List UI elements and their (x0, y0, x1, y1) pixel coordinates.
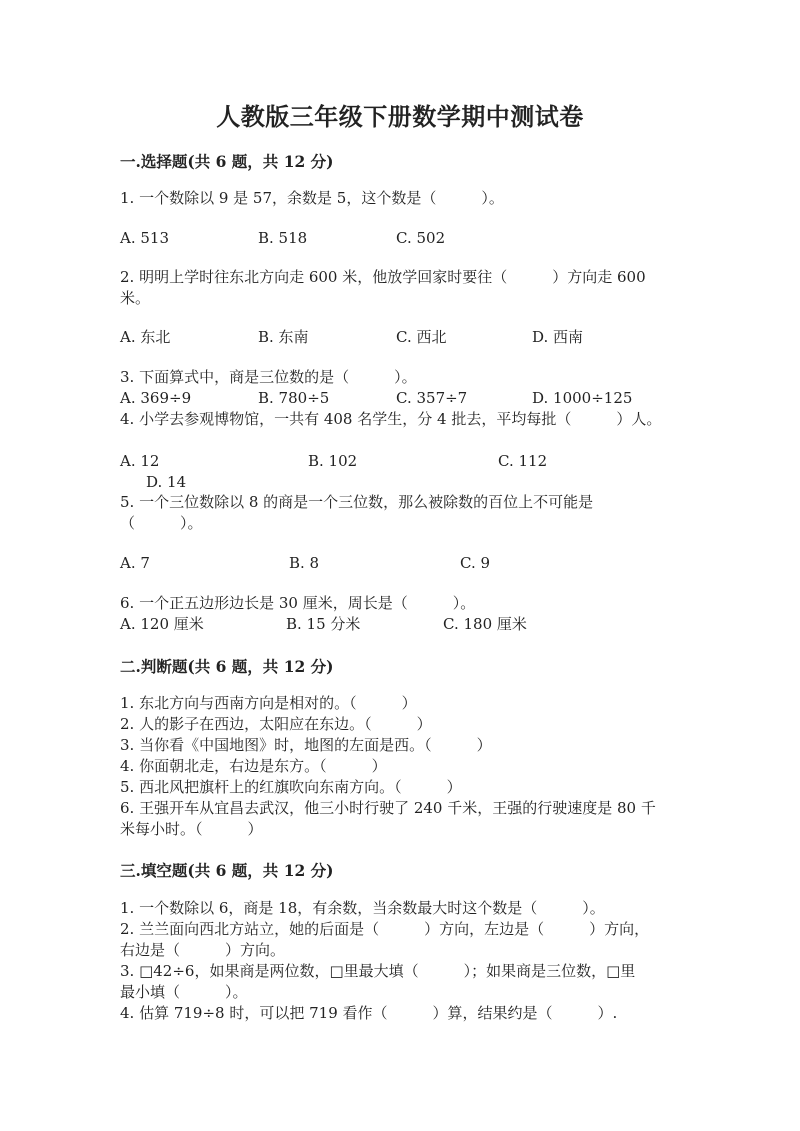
page-title: 人教版三年级下册数学期中测试卷 (216, 102, 584, 131)
fill-line-2: 2. 兰兰面向西北方站立，她的后面是（ ）方向，左边是（ ）方向， (120, 920, 650, 938)
question-4: 4. 小学去参观博物馆，一共有 408 名学生，分 4 批去，平均每批（ ）人。 (120, 410, 662, 428)
option-4a: A. 12 (120, 452, 160, 470)
option-6b: B. 15 分米 (286, 615, 361, 633)
question-5-line-1: 5. 一个三位数除以 8 的商是一个三位数，那么被除数的百位上不可能是 (120, 493, 594, 511)
section-heading-choice: 一.选择题(共 6 题，共 12 分) (120, 152, 334, 171)
question-2-line-1: 2. 明明上学时往东北方向走 600 米，他放学回家时要往（ ）方向走 600 (120, 268, 646, 286)
option-3d: D. 1000÷125 (532, 389, 633, 407)
fill-line-6: 4. 估算 719÷8 时，可以把 719 看作（ ）算，结果约是（ ）. (120, 1004, 618, 1022)
option-4d: D. 14 (146, 473, 187, 491)
option-4c: C. 112 (498, 452, 548, 470)
section-heading-fill: 三.填空题(共 6 题，共 12 分) (120, 861, 334, 880)
option-1b: B. 518 (258, 229, 308, 247)
question-3: 3. 下面算式中，商是三位数的是（ ）。 (120, 368, 417, 386)
option-5c: C. 9 (460, 554, 491, 572)
fill-line-3: 右边是（ ）方向。 (120, 941, 286, 959)
judge-line-1: 1. 东北方向与西南方向是相对的。（ ） (120, 694, 417, 712)
judge-line-5: 5. 西北风把旗杆上的红旗吹向东南方向。（ ） (120, 778, 462, 796)
option-3c: C. 357÷7 (396, 389, 468, 407)
question-2-line-2: 米。 (120, 289, 151, 307)
fill-line-1: 1. 一个数除以 6，商是 18，有余数，当余数最大时这个数是（ ）。 (120, 899, 605, 917)
judge-line-6: 6. 王强开车从宜昌去武汉，他三小时行驶了 240 千米，王强的行驶速度是 80 千 (120, 799, 656, 817)
fill-line-4: 3. □42÷6，如果商是两位数，□里最大填（ ）；如果商是三位数，□里 (120, 962, 636, 980)
option-1c: C. 502 (396, 229, 446, 247)
option-5b: B. 8 (289, 554, 320, 572)
judge-line-3: 3. 当你看《中国地图》时，地图的左面是西。（ ） (120, 736, 492, 754)
option-4b: B. 102 (308, 452, 358, 470)
question-5-line-2: （ ）。 (120, 514, 203, 532)
option-3b: B. 780÷5 (258, 389, 330, 407)
section-heading-judge: 二.判断题(共 6 题，共 12 分) (120, 657, 334, 676)
option-2a: A. 东北 (120, 328, 171, 346)
option-5a: A. 7 (120, 554, 150, 572)
option-2c: C. 西北 (396, 328, 447, 346)
option-6c: C. 180 厘米 (443, 615, 527, 633)
judge-line-2: 2. 人的影子在西边，太阳应在东边。（ ） (120, 715, 432, 733)
judge-line-4: 4. 你面朝北走，右边是东方。（ ） (120, 757, 387, 775)
option-3a: A. 369÷9 (120, 389, 192, 407)
option-1a: A. 513 (120, 229, 169, 247)
option-2d: D. 西南 (532, 328, 584, 346)
option-2b: B. 东南 (258, 328, 309, 346)
fill-line-5: 最小填（ ）。 (120, 983, 248, 1001)
judge-line-7: 米每小时。（ ） (120, 820, 263, 838)
question-1: 1. 一个数除以 9 是 57，余数是 5，这个数是（ ）。 (120, 189, 504, 207)
question-6: 6. 一个正五边形边长是 30 厘米，周长是（ ）。 (120, 594, 476, 612)
option-6a: A. 120 厘米 (120, 615, 204, 633)
